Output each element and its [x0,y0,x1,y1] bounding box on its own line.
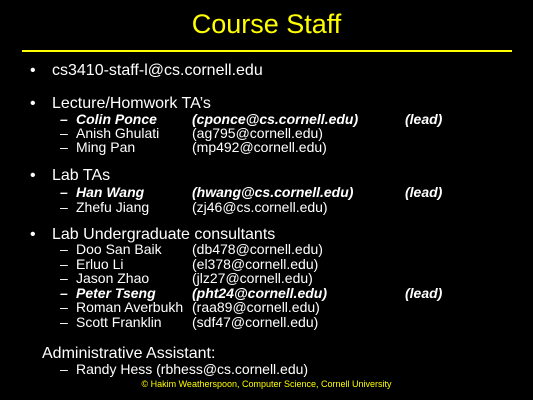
admin-heading: Administrative Assistant: [42,345,216,362]
dash: – [60,285,68,301]
dash: – [60,184,68,200]
person-email: (mp492@cornell.edu) [192,139,327,155]
bullet-staff-list [30,62,263,80]
lead-tag: (lead) [405,285,443,301]
person-email: (hwang@cs.cornell.edu) [192,184,354,200]
dash: – [60,125,68,141]
person-name: Colin Ponce [76,111,157,127]
person-name: Roman Averbukh [76,299,184,315]
person-email: (pht24@cornell.edu) [192,285,327,301]
bullet-dot: • [30,167,36,184]
lead-tag: (lead) [405,184,443,200]
person-name: Doo San Baik [76,241,162,257]
dash: – [60,256,68,272]
person-name: Scott Franklin [76,314,162,330]
person-email: (db478@cornell.edu) [192,241,323,257]
person-email: (cponce@cs.cornell.edu) [192,111,359,127]
person-email: (ag795@cornell.edu) [192,125,323,141]
lead-tag: (lead) [405,111,443,127]
bullet-dot: • [30,226,36,243]
person-email: (raa89@cornell.edu) [192,299,320,315]
bullet-dot: • [30,95,36,112]
section-heading: Lab TAs [52,167,111,184]
staff-list-email: cs3410-staff-l@cs.cornell.edu [52,62,263,79]
person-email: (zj46@cs.cornell.edu) [192,199,328,215]
dash: – [60,361,68,377]
slide-title: Course Staff [191,9,342,39]
person-name: Han Wang [76,184,145,200]
dash: – [60,299,68,315]
person-email: (el378@cornell.edu) [192,256,319,272]
person-name: Zhefu Jiang [76,199,150,215]
section-heading: Lab Undergraduate consultants [52,226,276,243]
person-email: (jlz27@cornell.edu) [192,270,313,286]
person-name: Peter Tseng [76,285,156,301]
dash: – [60,270,68,286]
person-name: Anish Ghulati [76,125,160,141]
dash: – [60,314,68,330]
footer-copyright: © Hakim Weatherspoon, Computer Science, Cornell University [141,379,392,389]
person-email: (sdf47@cornell.edu) [192,314,319,330]
dash: – [60,139,68,155]
section-heading: Lecture/Homwork TA’s [52,95,211,112]
person-name: Erluo Li [76,256,124,272]
dash: – [60,199,68,215]
section-heading-lab-tas [30,167,110,185]
person-name: Ming Pan [76,139,136,155]
dash: – [60,241,68,257]
bullet-dot: • [30,62,36,79]
admin-person: Randy Hess (rbhess@cs.cornell.edu) [76,361,309,377]
person-name: Jason Zhao [76,270,150,286]
dash: – [60,111,68,127]
title-underline [22,50,512,52]
